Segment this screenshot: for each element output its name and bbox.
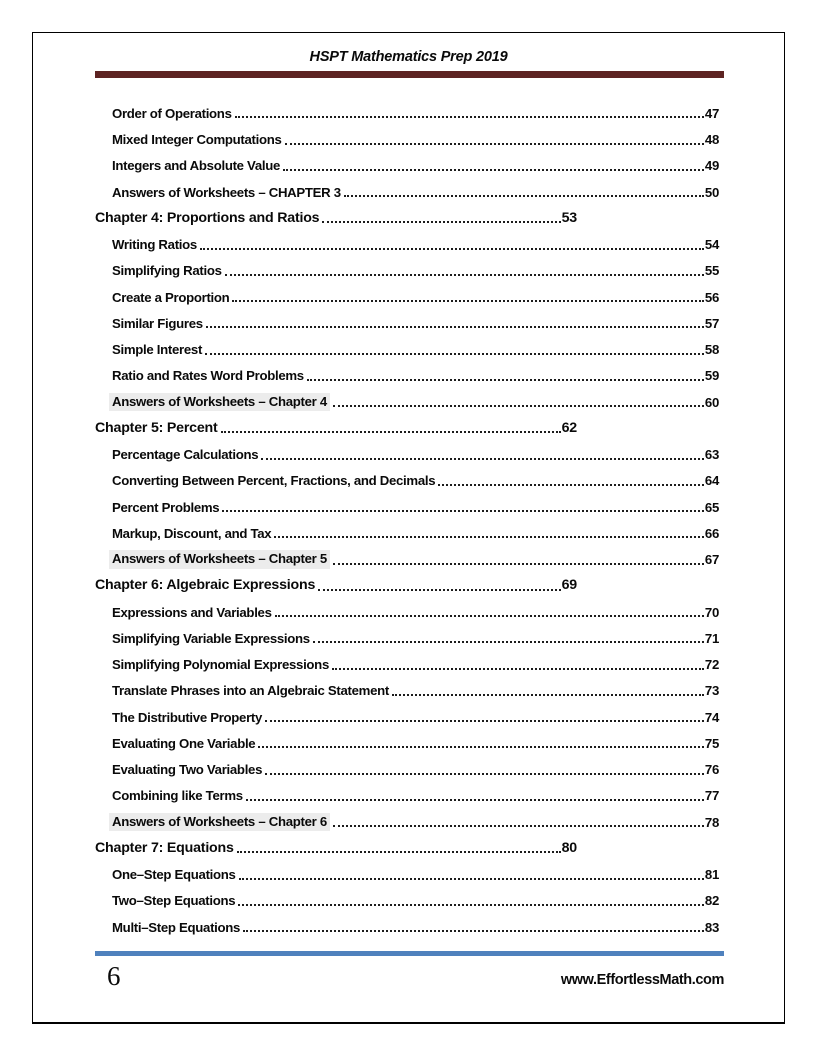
toc-entry-label[interactable]: Simplifying Polynomial Expressions bbox=[112, 657, 329, 672]
toc-entry-label[interactable]: Combining like Terms bbox=[112, 788, 243, 804]
toc-entry-label[interactable]: Chapter 5: Percent bbox=[95, 419, 218, 436]
dot-leader bbox=[246, 799, 704, 801]
toc-entry-label[interactable]: Evaluating One Variable bbox=[112, 735, 256, 751]
dot-leader bbox=[392, 694, 704, 696]
dot-leader bbox=[313, 641, 704, 643]
toc-entry-page[interactable]: 72 bbox=[704, 657, 719, 672]
toc-entry-label[interactable]: Integers and Absolute Value bbox=[112, 158, 281, 174]
toc-row bbox=[95, 175, 719, 201]
toc-row bbox=[95, 280, 719, 306]
dot-leader bbox=[274, 536, 704, 538]
toc-entry-label[interactable]: Chapter 6: Algebraic Expressions bbox=[95, 577, 316, 593]
dot-leader bbox=[222, 510, 704, 512]
publisher-website[interactable]: www.EffortlessMath.com bbox=[560, 971, 724, 988]
page-number: 6 bbox=[107, 961, 121, 991]
toc-row bbox=[95, 306, 719, 332]
dot-leader bbox=[235, 116, 704, 118]
toc-row bbox=[95, 332, 719, 358]
toc-row bbox=[95, 516, 719, 542]
toc-entry-page[interactable]: 78 bbox=[704, 814, 719, 830]
toc-row bbox=[95, 805, 719, 831]
toc-row bbox=[95, 595, 719, 621]
dot-leader bbox=[221, 431, 561, 433]
toc-entry-page[interactable]: 48 bbox=[704, 132, 719, 147]
toc-row bbox=[95, 569, 719, 595]
dot-leader bbox=[283, 169, 704, 171]
toc-entry-page[interactable]: 70 bbox=[704, 604, 719, 620]
dot-leader bbox=[232, 300, 704, 302]
toc-entry-page[interactable]: 71 bbox=[704, 630, 719, 646]
toc-entry-page[interactable]: 80 bbox=[561, 839, 577, 856]
toc-row bbox=[95, 831, 719, 857]
toc-entry-label[interactable]: Two–Step Equations bbox=[112, 893, 236, 909]
toc-entry-label[interactable]: Expressions and Variables bbox=[112, 604, 272, 620]
dot-leader bbox=[265, 773, 704, 775]
toc-entry-page[interactable]: 67 bbox=[704, 552, 719, 567]
toc-entry-page[interactable]: 74 bbox=[704, 709, 719, 725]
toc-entry-label[interactable]: Percentage Calculations bbox=[112, 447, 259, 462]
toc-entry-page[interactable]: 65 bbox=[704, 499, 719, 515]
document-page bbox=[32, 32, 785, 1024]
dot-leader bbox=[333, 405, 704, 407]
toc-entry-page[interactable]: 49 bbox=[704, 158, 719, 174]
toc-entry-label[interactable]: Evaluating Two Variables bbox=[112, 762, 263, 777]
toc-row bbox=[95, 857, 719, 883]
dot-leader bbox=[332, 668, 704, 670]
dot-leader bbox=[205, 353, 704, 355]
dot-leader bbox=[333, 825, 704, 827]
toc-entry-label[interactable]: Answers of Worksheets – Chapter 5 bbox=[109, 550, 330, 569]
toc-entry-page[interactable]: 77 bbox=[704, 788, 719, 804]
dot-leader bbox=[285, 143, 704, 145]
toc-entry-page[interactable]: 82 bbox=[704, 893, 719, 909]
dot-leader bbox=[322, 221, 560, 223]
dot-leader bbox=[261, 458, 704, 460]
toc-entry-page[interactable]: 66 bbox=[704, 525, 719, 541]
table-of-contents bbox=[33, 96, 784, 936]
toc-row bbox=[95, 437, 719, 463]
toc-entry-page[interactable]: 64 bbox=[704, 473, 719, 489]
toc-entry-label[interactable]: Simplifying Variable Expressions bbox=[112, 630, 310, 646]
toc-entry-label[interactable]: Create a Proportion bbox=[112, 289, 230, 305]
toc-entry-page[interactable]: 76 bbox=[704, 762, 719, 777]
toc-entry-label[interactable]: Answers of Worksheets – Chapter 6 bbox=[109, 813, 330, 832]
toc-row bbox=[95, 726, 719, 752]
toc-row bbox=[95, 149, 719, 175]
toc-row bbox=[95, 201, 719, 227]
toc-entry-page[interactable]: 73 bbox=[704, 683, 719, 699]
dot-leader bbox=[307, 379, 704, 381]
dot-leader bbox=[243, 930, 704, 932]
dot-leader bbox=[206, 326, 704, 328]
toc-entry-page[interactable]: 75 bbox=[704, 735, 719, 751]
toc-row bbox=[95, 385, 719, 411]
toc-row bbox=[95, 464, 719, 490]
toc-entry-page[interactable]: 59 bbox=[704, 368, 719, 384]
toc-entry-page[interactable]: 62 bbox=[561, 419, 577, 436]
toc-entry-label[interactable]: Chapter 4: Proportions and Ratios bbox=[95, 209, 320, 226]
toc-row bbox=[95, 96, 719, 122]
toc-entry-label[interactable]: Multi–Step Equations bbox=[112, 919, 241, 935]
toc-entry-page[interactable]: 47 bbox=[704, 105, 719, 121]
toc-entry-label[interactable]: Mixed Integer Computations bbox=[112, 132, 282, 147]
dot-leader bbox=[265, 720, 704, 722]
dot-leader bbox=[239, 878, 704, 880]
toc-row bbox=[95, 674, 719, 700]
toc-entry-label[interactable]: Writing Ratios bbox=[112, 237, 197, 252]
dot-leader bbox=[333, 563, 704, 565]
toc-entry-label[interactable]: Markup, Discount, and Tax bbox=[112, 525, 272, 541]
toc-row bbox=[95, 359, 719, 385]
dot-leader bbox=[258, 746, 704, 748]
toc-entry-label[interactable]: Similar Figures bbox=[112, 315, 203, 331]
toc-entry-page[interactable]: 81 bbox=[704, 867, 719, 882]
toc-row bbox=[95, 542, 719, 568]
dot-leader bbox=[237, 851, 561, 853]
toc-entry-label[interactable]: Simple Interest bbox=[112, 342, 203, 357]
toc-entry-label[interactable]: Simplifying Ratios bbox=[112, 263, 222, 279]
toc-entry-page[interactable]: 69 bbox=[561, 577, 577, 593]
toc-entry-label[interactable]: Chapter 7: Equations bbox=[95, 839, 234, 856]
toc-entry-label[interactable]: Percent Problems bbox=[112, 499, 220, 515]
toc-entry-label[interactable]: Ratio and Rates Word Problems bbox=[112, 368, 304, 384]
toc-entry-page[interactable]: 83 bbox=[704, 919, 719, 935]
dot-leader bbox=[238, 904, 704, 906]
toc-entry-label[interactable]: Answers of Worksheets – Chapter 4 bbox=[109, 393, 330, 412]
toc-entry-label[interactable]: Converting Between Percent, Fractions, and Decimals bbox=[112, 473, 436, 489]
toc-entry-page[interactable]: 57 bbox=[704, 315, 719, 331]
header-rule bbox=[95, 71, 724, 78]
toc-row bbox=[95, 647, 719, 673]
toc-row bbox=[95, 779, 719, 805]
page-footer bbox=[95, 951, 724, 990]
toc-row bbox=[95, 621, 719, 647]
toc-entry-page[interactable]: 60 bbox=[704, 394, 719, 410]
toc-entry-label[interactable]: One–Step Equations bbox=[112, 867, 236, 882]
footer-rule bbox=[95, 951, 724, 956]
toc-row bbox=[95, 700, 719, 726]
dot-leader bbox=[344, 195, 704, 197]
toc-row bbox=[95, 752, 719, 778]
toc-entry-page[interactable]: 50 bbox=[704, 184, 719, 200]
dot-leader bbox=[318, 589, 560, 591]
toc-row bbox=[95, 227, 719, 253]
page-title: HSPT Mathematics Prep 2019 bbox=[309, 49, 508, 65]
toc-entry-page[interactable]: 54 bbox=[704, 237, 719, 252]
toc-row bbox=[95, 254, 719, 280]
toc-row bbox=[95, 411, 719, 437]
toc-row bbox=[95, 884, 719, 910]
toc-entry-page[interactable]: 56 bbox=[704, 289, 719, 305]
toc-entry-label[interactable]: Translate Phrases into an Algebraic Statement bbox=[112, 683, 389, 699]
toc-entry-page[interactable]: 63 bbox=[704, 447, 719, 462]
dot-leader bbox=[275, 615, 704, 617]
dot-leader bbox=[200, 248, 704, 250]
toc-entry-label[interactable]: Answers of Worksheets – CHAPTER 3 bbox=[112, 184, 341, 200]
dot-leader bbox=[438, 484, 704, 486]
toc-entry-page[interactable]: 55 bbox=[704, 263, 719, 279]
toc-row bbox=[95, 910, 719, 936]
toc-entry-page[interactable]: 58 bbox=[704, 342, 719, 357]
toc-entry-page[interactable]: 53 bbox=[561, 209, 577, 226]
toc-entry-label[interactable]: The Distributive Property bbox=[112, 709, 263, 725]
toc-row bbox=[95, 490, 719, 516]
dot-leader bbox=[225, 274, 704, 276]
toc-entry-label[interactable]: Order of Operations bbox=[112, 105, 232, 121]
toc-row bbox=[95, 122, 719, 148]
